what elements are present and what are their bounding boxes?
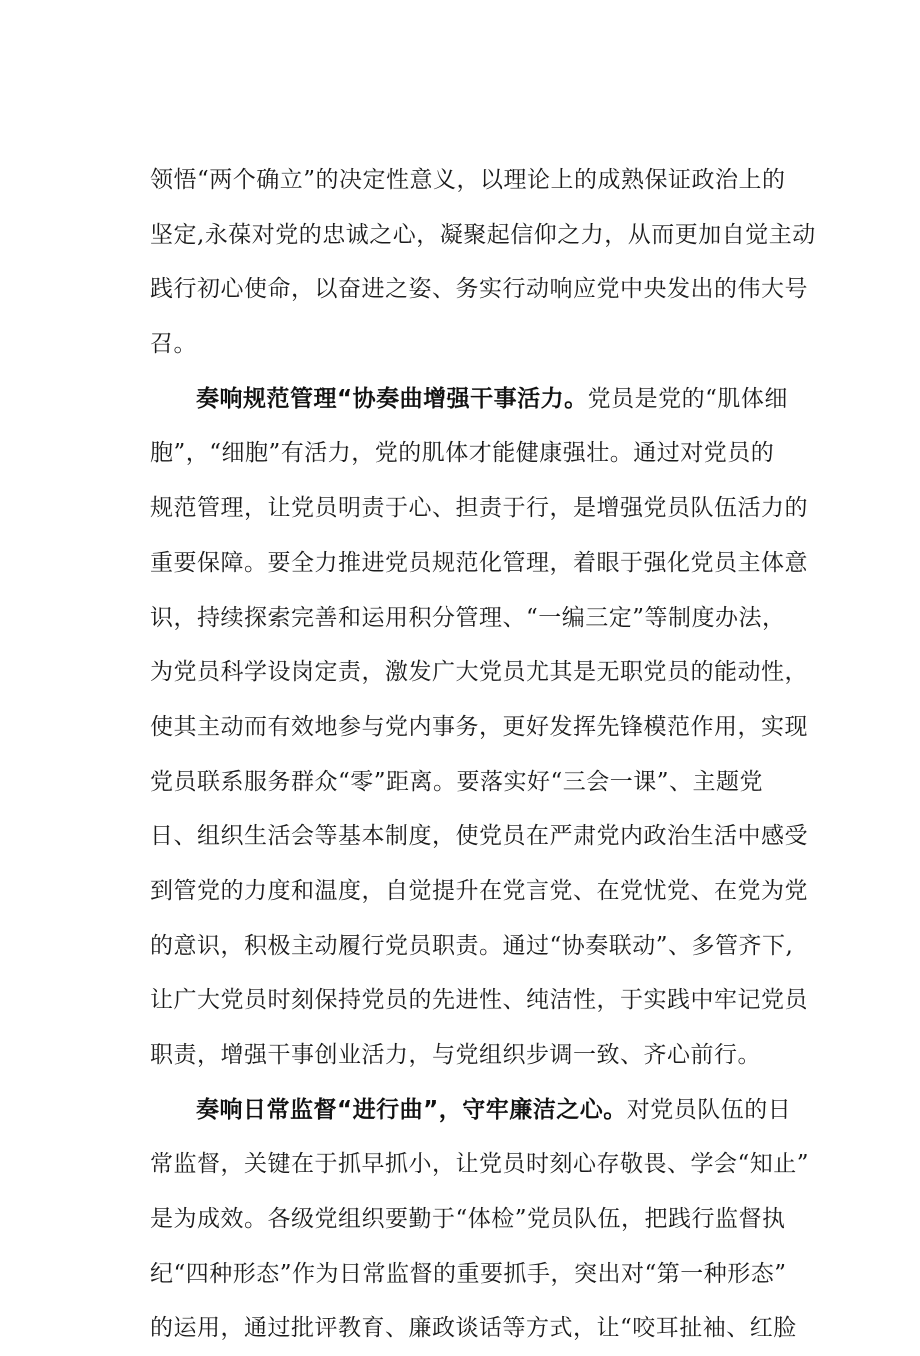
text-line: 让广大党员时刻保持党员的先进性、纯洁性，于实践中牢记党员 (150, 987, 808, 1014)
text-line: 践行初心使命，以奋进之姿、务实行动响应党中央发出的伟大号 (150, 276, 808, 303)
paragraph-standard-management (150, 372, 808, 1083)
text-line: 识，持续探索完善和运用积分管理、“一编三定”等制度办法， (150, 604, 786, 631)
paragraph-first-line (150, 372, 800, 427)
document-page (150, 153, 816, 1356)
text-line: 规范管理，让党员明责于心、担责于行，是增强党员队伍活力的 (150, 495, 808, 522)
paragraph-intro-continuation (150, 153, 816, 372)
section-heading: 奏响规范管理“协奏曲增强干事活力。 (196, 385, 588, 412)
text-line: 到管党的力度和温度，自觉提升在党言党、在党忧党、在党为党 (150, 877, 808, 904)
text-line: 胞”，“细胞”有活力，党的肌体才能健康强壮。通过对党员的 (150, 440, 775, 467)
text-line: 常监督，关键在于抓早抓小，让党员时刻心存敬畏、学会“知止” (150, 1151, 810, 1178)
paragraph-daily-supervision (150, 1083, 810, 1356)
text-run: 党员是党的“肌体细 (587, 385, 788, 412)
text-line: 职责，增强干事创业活力，与党组织步调一致、齐心前行。 (150, 1042, 761, 1068)
text-line: 坚定,永葆对党的忠诚之心，凝聚起信仰之力，从而更加自觉主动 (150, 221, 816, 248)
text-line: 为党员科学设岗定责，激发广大党员尤其是无职党员的能动性， (150, 659, 808, 686)
text-line: 重要保障。要全力推进党员规范化管理，着眼于强化党员主体意 (150, 549, 808, 576)
text-line: 党员联系服务群众“零”距离。要落实好“三会一课”、主题党 (150, 768, 764, 795)
text-line: 纪“四种形态”作为日常监督的重要抓手，突出对“第一种形态” (150, 1260, 787, 1287)
paragraph-first-line (150, 1083, 800, 1138)
text-line: 日、组织生活会等基本制度，使党员在严肃党内政治生活中感受 (150, 823, 808, 850)
text-line: 的运用，通过批评教育、廉政谈话等方式，让“咬耳扯袖、红脸 (150, 1315, 797, 1342)
text-line: 是为成效。各级党组织要勤于“体检”党员队伍，把践行监督执 (150, 1206, 786, 1233)
text-run: 对党员队伍的日 (626, 1096, 792, 1123)
text-line: 使其主动而有效地参与党内事务，更好发挥先锋模范作用，实现 (150, 713, 808, 740)
text-line: 的意识，积极主动履行党员职责。通过“协奏联动”、多管齐下, (150, 932, 794, 959)
text-line: 召。 (150, 331, 197, 358)
section-heading: 奏响日常监督“进行曲”，守牢廉洁之心。 (196, 1096, 627, 1123)
text-line: 领悟“两个确立”的决定性意义，以理论上的成熟保证政治上的 (150, 167, 786, 193)
